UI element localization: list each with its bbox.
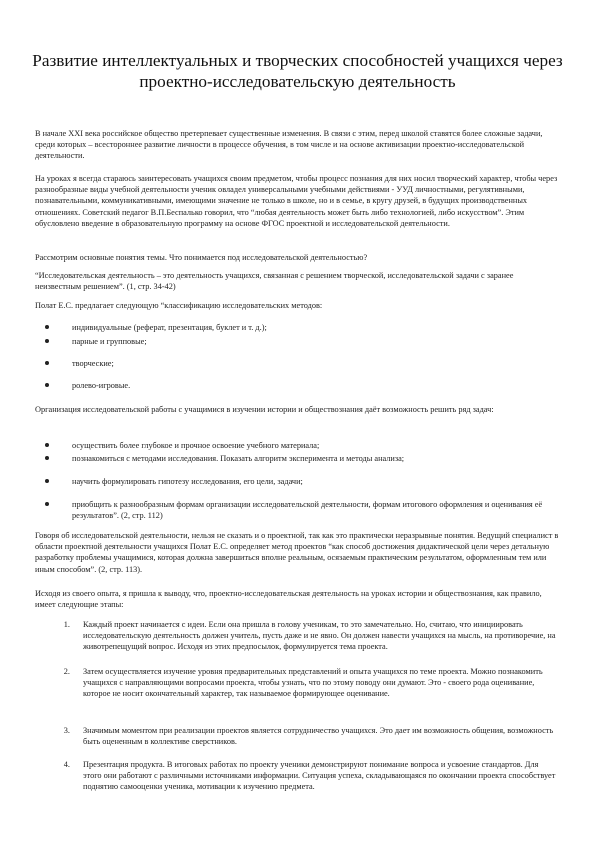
bullet-icon <box>45 502 49 506</box>
bullet-icon <box>45 479 49 483</box>
classification-intro: Полат Е.С. предлагает следующую “классификацию исследовательских методов: <box>35 301 323 310</box>
concepts-paragraph: Рассмотрим основные понятия темы. Что понимается под исследовательской деятельностью? <box>35 253 368 262</box>
stages-intro: Исходя из своего опыта, я пришла к выводу, что, проектно-исследовательская деятельность на уроках истории и обществознания, как правило, имеет следующие этапы: <box>35 589 542 610</box>
definition-quote: “Исследовательская деятельность – это деятельность учащихся, связанная с решением творческой, исследовательской задачи с заранее неизвестным решением”. (1, стр. 34-42) <box>35 271 514 292</box>
intro-paragraph: В начале XXI века российское общество претерпевает существенные изменения. В связи с этим, перед школой ставятся более сложные задачи, среди которых – всестороннее развитие личности в процессе обучения, в том числе и на основе активизации проектно-исследовательской деятельности. <box>35 129 543 161</box>
motivation-paragraph: На уроках я всегда стараюсь заинтересовать учащихся своим предметом, чтобы процесс познания для них носил творческий характер, чтобы через разнообразные виды учебной деятельности ученик овладел универсальными учебными действиями - УУД личностными, регулятивными, познавательными, коммуникативными, имеющими значение не только в школе, но и в семье, в кругу друзей, в будущих производственных отношениях. Советский педагог В.П.Беспалько говорил, что “любая деятельность может быть либо технологией, либо искусством”. Этим обусловлено введение в образовательную программу на основе ФГОС проектной и исследовательской деятельности. <box>35 174 558 228</box>
bullet-icon <box>45 443 49 447</box>
page-title: Развитие интеллектуальных и творческих способностей учащихся через проектно-исследовательскую деятельность <box>32 51 563 91</box>
bullet-icon <box>45 456 49 460</box>
bullet-icon <box>45 325 49 329</box>
tasks-intro: Организация исследовательской работы с учащимися в изучении истории и обществознания даёт возможность решить ряд задач: <box>35 405 494 414</box>
bullet-icon <box>45 361 49 365</box>
bullet-icon <box>45 339 49 343</box>
bullet-icon <box>45 383 49 387</box>
project-paragraph: Говоря об исследовательской деятельности, нельзя не сказать и о проектной, так как это практически неразрывные понятия. Ведущий специалист в области проектной деятельности учащихся Полат Е.С. определяет метод проектов “как способ достижения дидактической цели через детальную разработку проблемы учащимися, которая должна завершиться вполне реальным, осязаемым практическим результатом, оформленным тем или иным способом”. (2, стр. 113). <box>35 531 559 574</box>
